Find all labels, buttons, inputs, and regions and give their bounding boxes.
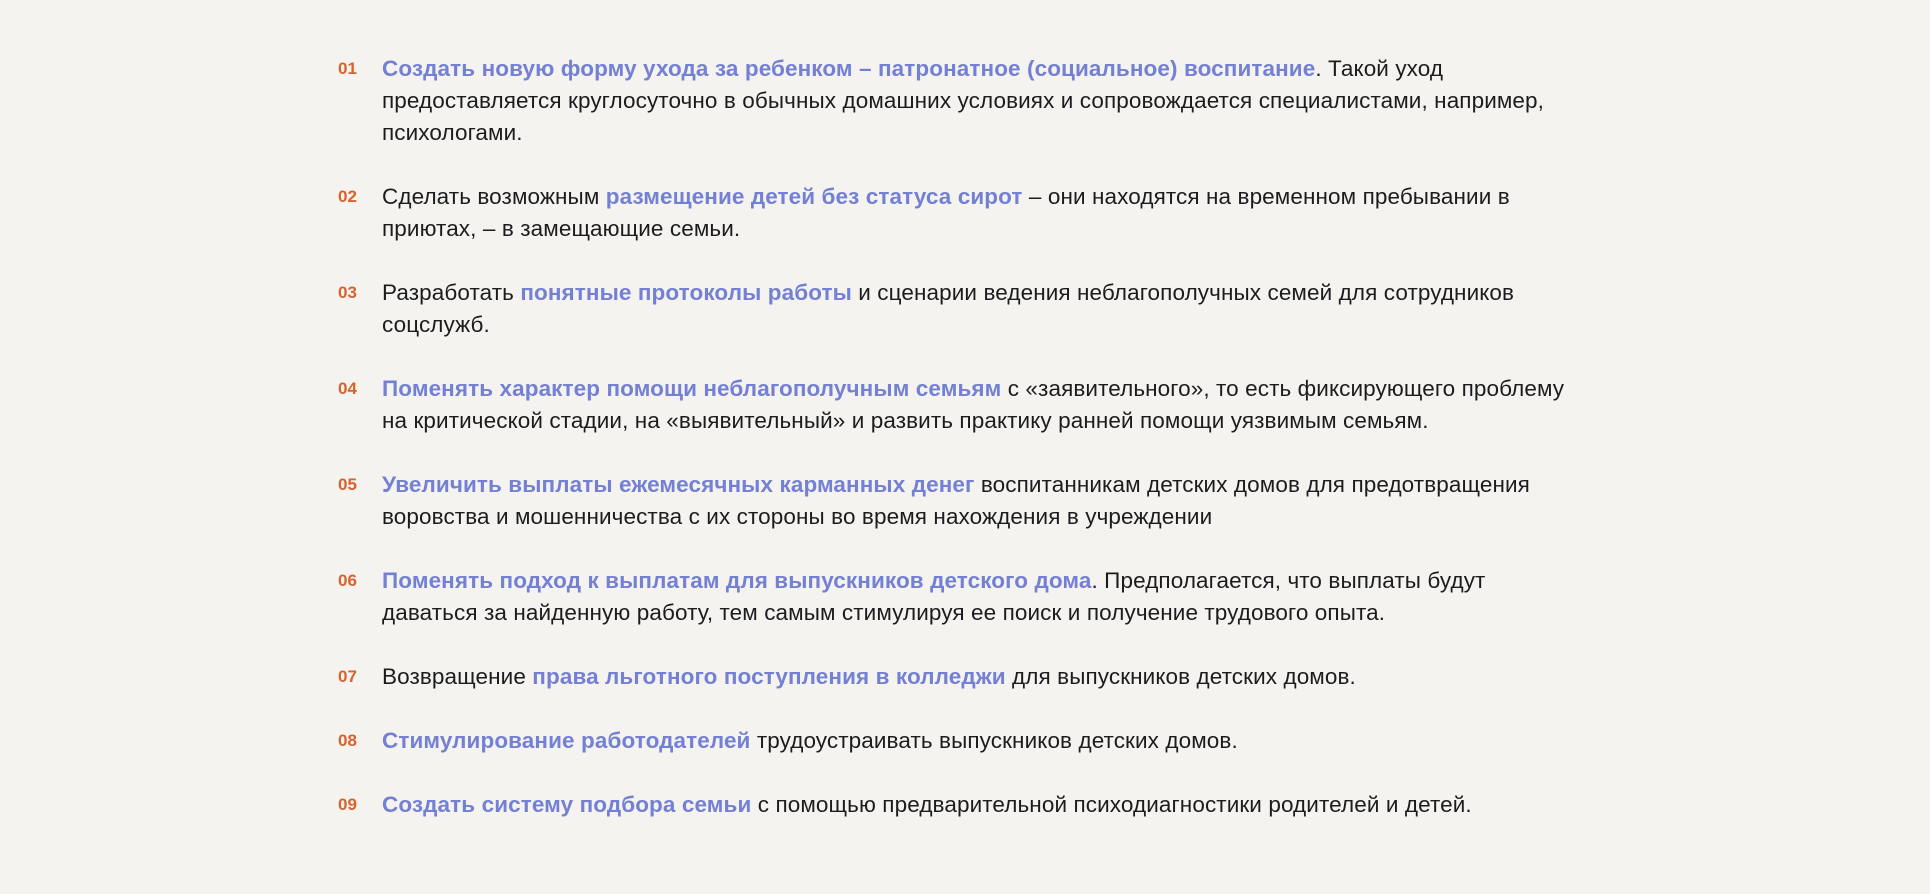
item-text-post: . Такой уход предоставляется круглосуточно в обычных домашних условиях и сопровождается специалистами, например, психологами. (382, 56, 1545, 145)
item-text (382, 181, 1578, 245)
proposals-list (338, 53, 1578, 853)
item-number: 08 (338, 731, 357, 750)
item-highlight: права льготного поступления в колледжи (532, 664, 1006, 689)
item-highlight: Стимулирование работодателей (382, 728, 751, 753)
item-number: 09 (338, 795, 357, 814)
list-item (338, 181, 1578, 245)
item-highlight: размещение детей без статуса сирот (605, 184, 1023, 209)
item-number: 07 (338, 667, 357, 686)
item-number: 01 (338, 59, 357, 78)
item-text-post: . Предполагается, что выплаты будут даваться за найденную работу, тем самым стимулируя ее поиск и получение трудового опыта. (382, 568, 1486, 625)
item-text (382, 661, 1578, 693)
item-text (382, 373, 1578, 437)
list-item (338, 277, 1578, 341)
item-highlight: Увеличить выплаты ежемесячных карманных денег (382, 472, 975, 497)
item-text-post: для выпускников детских домов. (1005, 664, 1356, 689)
item-text-post: – они находятся на временном пребывании в приютах, – в замещающие семьи. (382, 184, 1510, 241)
list-item (338, 373, 1578, 437)
list-item (338, 53, 1578, 149)
item-highlight: Поменять характер помощи неблагополучным семьям (382, 376, 1002, 401)
item-text (382, 725, 1578, 757)
list-item (338, 725, 1578, 757)
item-number: 02 (338, 187, 357, 206)
item-highlight: Поменять подход к выплатам для выпускников детского дома (382, 568, 1092, 593)
item-text (382, 789, 1578, 821)
item-text-post: и сценарии ведения неблагополучных семей для сотрудников соцслужб. (382, 280, 1515, 337)
list-item (338, 789, 1578, 821)
item-highlight: понятные протоколы работы (520, 280, 852, 305)
item-text (382, 53, 1578, 149)
list-item (338, 661, 1578, 693)
item-highlight: Создать новую форму ухода за ребенком – патронатное (социальное) воспитание (382, 56, 1316, 81)
item-text-pre: Возвращение (382, 664, 533, 689)
list-item (338, 469, 1578, 533)
item-number: 04 (338, 379, 357, 398)
item-text (382, 565, 1578, 629)
item-text-post: воспитанникам детских домов для предотвращения воровства и мошенничества с их стороны во время нахождения в учреждении (382, 472, 1530, 529)
item-number: 06 (338, 571, 357, 590)
item-highlight: Создать систему подбора семьи (382, 792, 752, 817)
item-number: 03 (338, 283, 357, 302)
item-text-pre: Сделать возможным (382, 184, 606, 209)
item-text-post: с помощью предварительной психодиагностики родителей и детей. (751, 792, 1472, 817)
item-text (382, 469, 1578, 533)
item-text-post: с «заявительного», то есть фиксирующего проблему на критической стадии, на «выявительный» и развить практику ранней помощи уязвимым семьям. (382, 376, 1565, 433)
item-text-pre: Разработать (382, 280, 521, 305)
list-item (338, 565, 1578, 629)
item-number: 05 (338, 475, 357, 494)
item-text (382, 277, 1578, 341)
item-text-post: трудоустраивать выпускников детских домов. (750, 728, 1238, 753)
